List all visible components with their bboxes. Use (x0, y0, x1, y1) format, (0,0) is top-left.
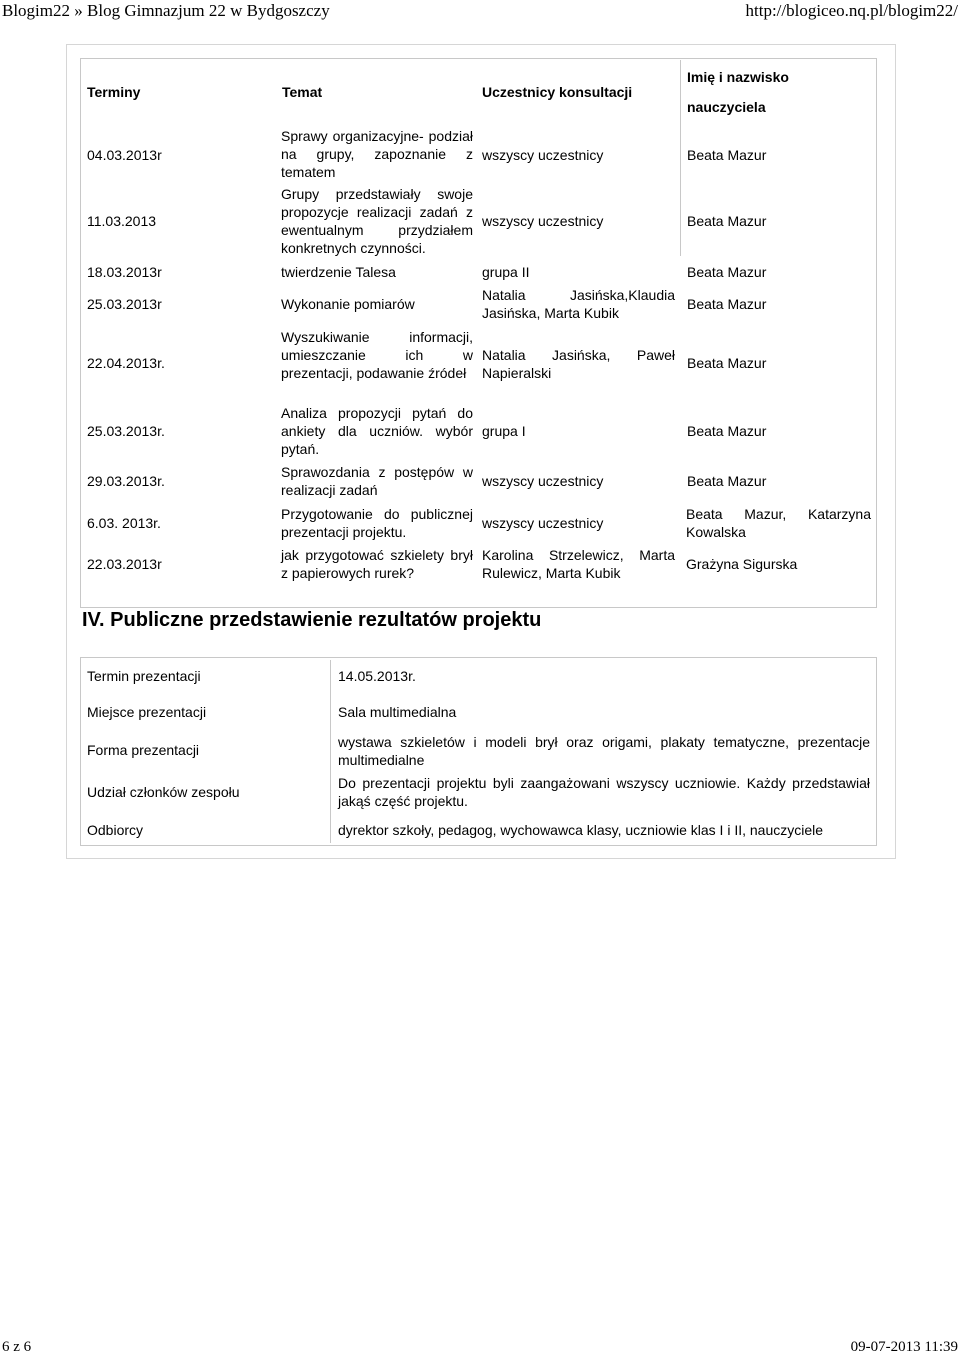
row-teacher: Beata Mazur (687, 264, 767, 280)
row-topic: Sprawy organizacyjne- podział na grupy, zapoznanie z tematem (281, 128, 473, 180)
label-team: Udział członków zespołu (87, 784, 240, 800)
page-url: http://blogiceo.nq.pl/blogim22/ (745, 1, 958, 20)
row-participants: wszyscy uczestnicy (482, 515, 604, 531)
header-participants: Uczestnicy konsultacji (482, 84, 633, 100)
value-term: 14.05.2013r. (338, 668, 416, 684)
row-topic: Analiza propozycji pytań do ankiety dla uczniów. wybór pytań. (281, 405, 473, 457)
row-teacher: Beata Mazur (687, 213, 767, 229)
print-date: 09-07-2013 11:39 (850, 1339, 958, 1355)
value-team: Do prezentacji projektu byli zaangażowani wszyscy uczniowie. Każdy przedstawiał jakąś część projektu. (338, 775, 870, 809)
row-date: 29.03.2013r. (87, 473, 165, 489)
header-topic: Temat (282, 84, 323, 100)
row-teacher: Beata Mazur (687, 296, 767, 312)
page-footer (0, 1339, 960, 1357)
row-teacher: Beata Mazur (687, 355, 767, 371)
row-date: 22.04.2013r. (87, 355, 165, 371)
header-teacher-line2: nauczyciela (687, 99, 766, 115)
row-topic: twierdzenie Talesa (281, 264, 396, 280)
row-topic: jak przygotować szkielety brył z papierowych rurek? (281, 547, 473, 581)
row-date: 18.03.2013r (87, 264, 162, 280)
row-teacher: Beata Mazur (687, 423, 767, 439)
blog-title: Blogim22 » Blog Gimnazjum 22 w Bydgoszczy (2, 1, 330, 20)
row-participants: wszyscy uczestnicy (482, 147, 604, 163)
label-place: Miejsce prezentacji (87, 704, 207, 720)
row-topic: Grupy przedstawiały swoje propozycje realizacji zadań z ewentualnym przydziałem konkretnych czynności. (281, 186, 473, 256)
row-date: 25.03.2013r (87, 296, 162, 312)
row-date: 11.03.2013 (87, 213, 157, 229)
row-participants: Natalia Jasińska,Klaudia Jasińska, Marta Kubik (482, 287, 675, 321)
row-date: 25.03.2013r. (87, 423, 165, 439)
row-teacher: Beata Mazur (687, 473, 767, 489)
page-number: 6 z 6 (2, 1339, 32, 1355)
header-teacher-line1: Imię i nazwisko (687, 69, 789, 85)
row-participants: wszyscy uczestnicy (482, 473, 604, 489)
row-participants: Natalia Jasińska, Paweł Napieralski (482, 347, 675, 381)
row-topic: Wykonanie pomiarów (281, 296, 415, 312)
row-participants: grupa I (482, 423, 526, 439)
label-audience: Odbiorcy (87, 822, 144, 838)
label-form: Forma prezentacji (87, 742, 200, 758)
row-participants: grupa II (482, 264, 530, 280)
row-teacher: Beata Mazur, Katarzyna Kowalska (686, 506, 871, 540)
row-topic: Wyszukiwanie informacji, umieszczanie ich w prezentacji, podawanie źródeł (281, 329, 473, 381)
value-form: wystawa szkieletów i modeli brył oraz origami, plakaty tematyczne, prezentacje multimedialne (338, 734, 870, 768)
row-participants: wszyscy uczestnicy (482, 213, 604, 229)
label-term: Termin prezentacji (87, 668, 201, 684)
page-header (0, 0, 960, 22)
section-title: IV. Publiczne przedstawienie rezultatów projektu (82, 609, 542, 631)
value-audience: dyrektor szkoły, pedagog, wychowawca klasy, uczniowie klas I i II, nauczyciele (338, 822, 824, 838)
row-topic: Sprawozdania z postępów w realizacji zadań (281, 464, 473, 498)
row-teacher: Beata Mazur (687, 147, 767, 163)
value-place: Sala multimedialna (338, 704, 457, 720)
row-participants: Karolina Strzelewicz, Marta Rulewicz, Marta Kubik (482, 547, 675, 581)
row-teacher: Grażyna Sigurska (686, 556, 798, 572)
row-date: 04.03.2013r (87, 147, 162, 163)
row-date: 22.03.2013r (87, 556, 162, 572)
header-dates: Terminy (87, 84, 141, 100)
row-topic: Przygotowanie do publicznej prezentacji projektu. (281, 506, 473, 540)
row-date: 6.03. 2013r. (87, 515, 161, 531)
